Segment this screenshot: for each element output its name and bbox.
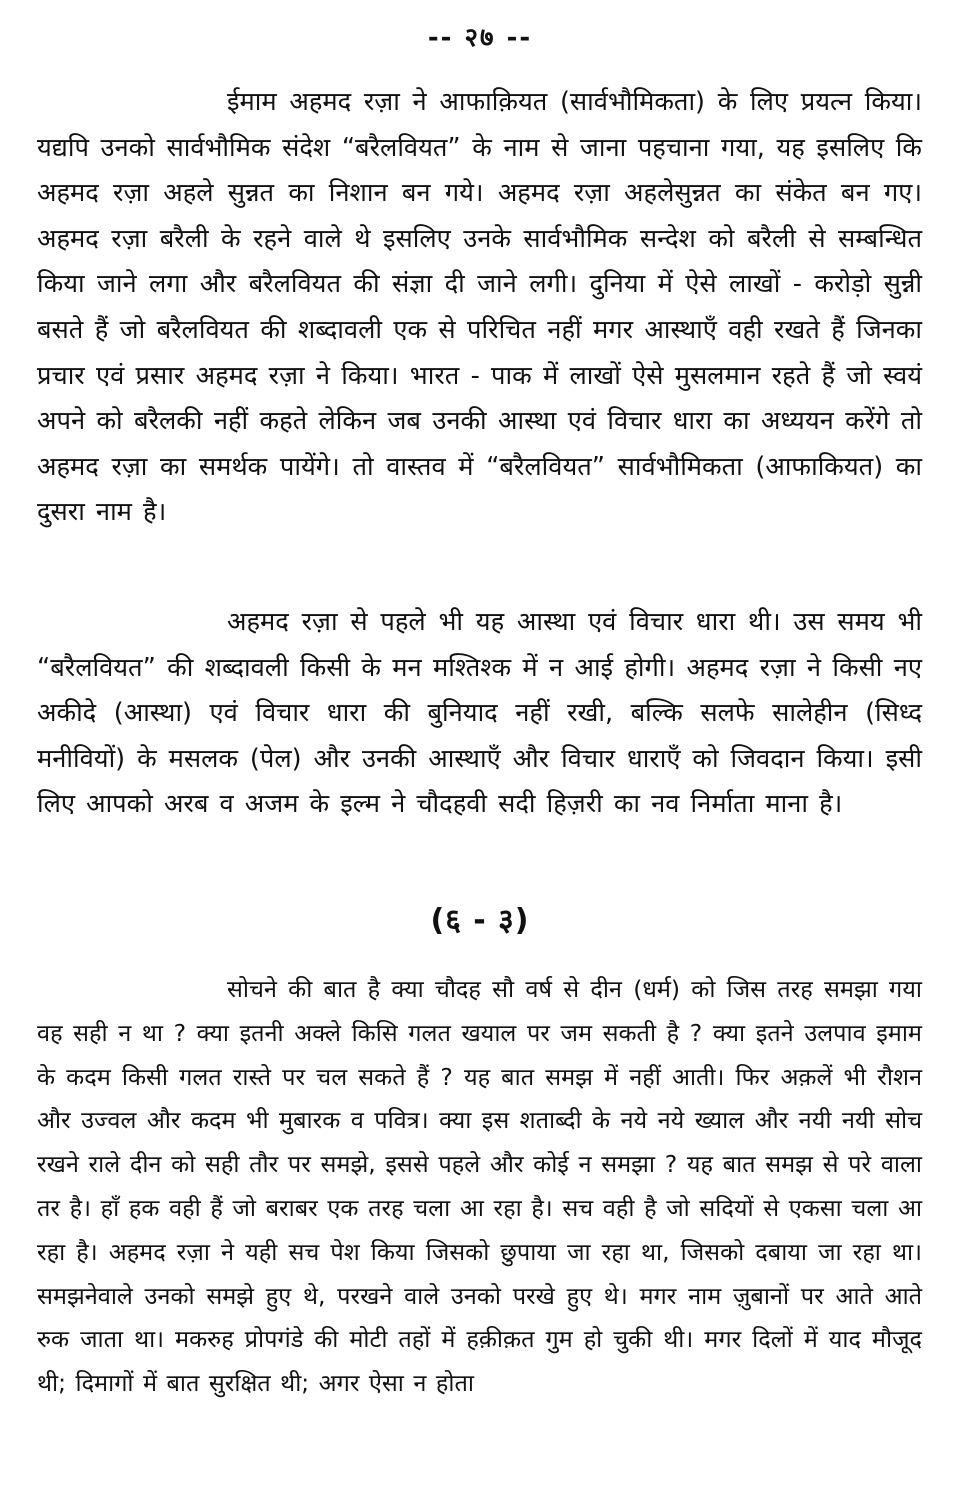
paragraph-3: सोचने की बात है क्या चौदह सौ वर्ष से दीन (धर्म) को जिस तरह समझा गया वह सही न था ? क्या इतनी अक्ले किसि गलत खयाल पर जम सकती है ? क्या इतने उलपाव इमाम के कदम किसी गलत रास्ते पर चल सकते हैं ? यह बात समझ में नहीं आती। फिर अक़लें भी रौशन और उज्वल और कदम भी मुबारक व पवित्र। क्या इस शताब्दी के नये नये ख्याल और नयी नयी सोच रखने राले दीन को सही तौर पर समझे, इससे पहले और कोई न समझा ? यह बात समझ से परे वाला तर है। हाँ हक वही हैं जो बराबर एक तरह चला आ रहा है। सच वही है जो सदियों से एकसा चला आ रहा है। अहमद रज़ा ने यही सच पेश किया जिसको छुपाया जा रहा था, जिसको दबाया जा रहा था। समझनेवाले उनको समझे हुए थे, परखने वाले उनको परखे हुए थे। मगर नाम ज़ुबानों पर आते आते रुक जाता था। मकरुह प्रोपगंडे की मोटी तहों में हक़ीक़त गुम हो चुकी थी। मगर दिलों में याद मौजूद थी; दिमागों में बात सुरक्षित थी; अगर ऐसा न होता: [37, 975, 922, 1398]
paragraph-2: अहमद रज़ा से पहले भी यह आस्था एवं विचार धारा थी। उस समय भी “बरैलवियत” की शब्दावली किसी के मन मश्तिश्क में न आई होगी। अहमद रज़ा ने किसी नए अकीदे (आस्था) एवं विचार धारा की बुनियाद नहीं रखी, बल्कि सलफे सालेहीन (सिध्द मनीवियों) के मसलक (पेल) और उनकी आस्थाएँ और विचार धाराएँ को जिवदान किया। इसी लिए आपको अरब व अजम के इल्म ने चौदहवी सदी हिज़री का नव निर्माता माना है।: [37, 607, 922, 820]
section-heading: (६ - ३): [430, 903, 530, 938]
paragraph-1: ईमाम अहमद रज़ा ने आफाक़ियत (सार्वभौमिकता) के लिए प्रयत्न किया। यद्यपि उनको सार्वभौमिक संदेश “बरैलवियत” के नाम से जाना पहचाना गया, यह इसलिए कि अहमद रज़ा अहले सुन्नत का निशान बन गये। अहमद रज़ा अहलेसुन्नत का संकेत बन गए। अहमद रज़ा बरैली के रहने वाले थे इसलिए उनके सार्वभौमिक सन्देश को बरैली से सम्बन्धित किया जाने लगा और बरैलवियत की संज्ञा दी जाने लगी। दुनिया में ऐसे लाखों - करोड़ो सुन्नी बसते हैं जो बरैलवियत की शब्दावली एक से परिचित नहीं मगर आस्थाएँ वही रखते हैं जिनका प्रचार एवं प्रसार अहमद रज़ा ने किया। भारत - पाक में लाखों ऐसे मुसलमान रहते हैं जो स्वयं अपने को बरैलकी नहीं कहते लेकिन जब उनकी आस्था एवं विचार धारा का अध्ययन करेंगे तो अहमद रज़ा का समर्थक पायेंगे। तो वास्तव में “बरैलवियत” सार्वभौमिकता (आफाकियत) का दुसरा नाम है।: [37, 87, 922, 528]
page-number: -- २७ --: [427, 23, 533, 53]
